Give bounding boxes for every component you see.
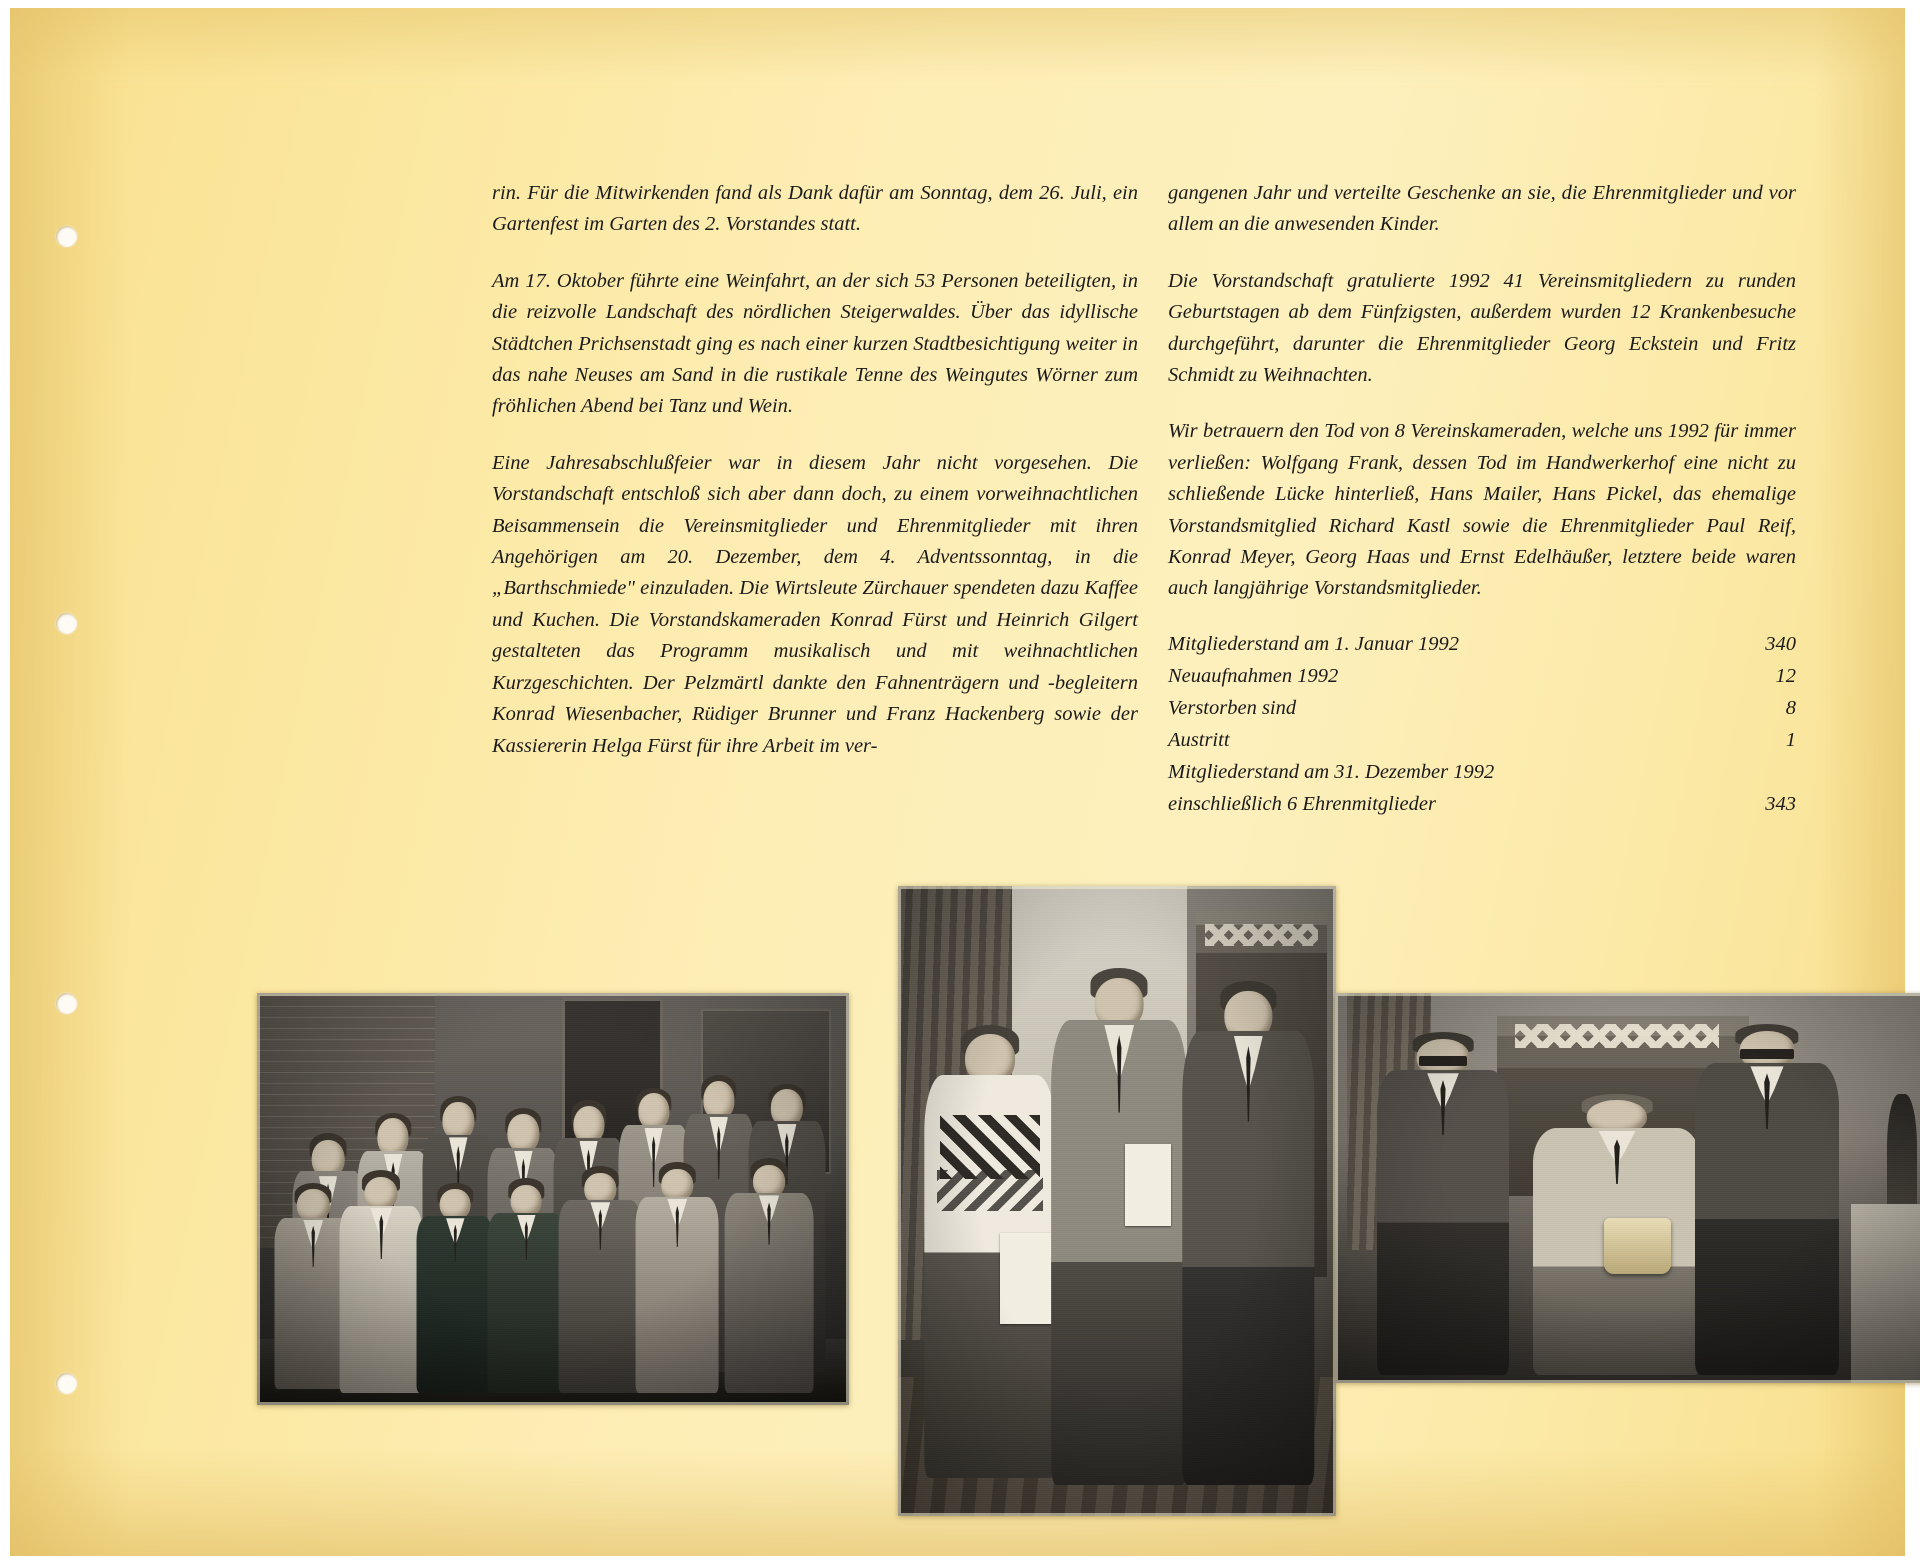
photo-scene <box>898 886 1336 1516</box>
statistics-row <box>1168 692 1796 724</box>
person <box>1695 1024 1839 1375</box>
statistics-label: Mitgliederstand am 31. Dezember 1992 <box>1168 761 1495 783</box>
punch-hole <box>56 613 77 634</box>
punch-hole <box>56 226 77 247</box>
statistics-value: 1 <box>1785 729 1796 751</box>
statistics-row <box>1168 660 1796 692</box>
statistics-row <box>1168 756 1796 788</box>
statistics-label: Austritt <box>1168 729 1230 751</box>
presentation-photo <box>1335 993 1920 1383</box>
statistics-row <box>1168 724 1796 756</box>
paragraph: Wir betrauern den Tod von 8 Vereinskameraden, welche uns 1992 für immer verließen: Wolfgang Frank, dessen Tod im Handwerkerhof eine nicht zu schließende Lücke hinterließ, Hans Mailer, Hans Pickel, das ehemalige Vorstandsmitglied Richard Kastl sowie die Ehrenmitglieder Paul Reif, Konrad Meyer, Georg Haas und Ernst Edelhäußer, letztere beide waren auch langjährige Vorstandsmitglieder. <box>1168 420 1796 600</box>
paper-sheet <box>10 8 1905 1556</box>
paragraph: Am 17. Oktober führte eine Weinfahrt, an der sich 53 Personen beteiligten, in die reizvolle Landschaft des nördlichen Steigerwaldes. Über das idyllische Städtchen Prichsenstadt ging es nach einer kurzen Stadtbesichtigung weiter in das nahe Neuses am Sand in die rustikale Tenne des Weingutes Wörner zum fröhlichen Abend bei Tanz und Wein. <box>492 269 1138 418</box>
statistics-label: Mitgliederstand am 1. Januar 1992 <box>1168 633 1459 655</box>
statistics-value: 12 <box>1775 665 1796 687</box>
statistics-value: 343 <box>1765 793 1796 815</box>
glasses-icon <box>1419 1056 1467 1066</box>
podium <box>1851 1204 1920 1383</box>
paragraph: rin. Für die Mitwirkenden fand als Dank dafür am Sonntag, dem 26. Juli, ein Gartenfest im Garten des 2. Vorstandes statt. <box>492 182 1138 236</box>
statistics-row <box>1168 788 1796 820</box>
statistics-label: einschließlich 6 Ehrenmitglieder <box>1168 793 1436 815</box>
award-photo <box>898 886 1336 1516</box>
person <box>1377 1032 1509 1375</box>
statistics-label: Verstorben sind <box>1168 697 1297 719</box>
person <box>924 1025 1055 1479</box>
paragraph: gangenen Jahr und verteilte Geschenke an sie, die Ehrenmitglieder und vor allem an die anwesenden Kinder. <box>1168 182 1796 236</box>
text-column-left <box>492 178 1138 762</box>
person <box>488 1178 565 1392</box>
photo-scene <box>1335 993 1920 1383</box>
statistics-value: 8 <box>1785 697 1796 719</box>
person <box>636 1162 719 1393</box>
certificate <box>1000 1233 1053 1324</box>
statistics-row <box>1168 628 1796 660</box>
text-column-right <box>1168 178 1796 605</box>
person <box>559 1166 642 1393</box>
person <box>1183 981 1314 1485</box>
decorative-trim <box>1515 1024 1719 1048</box>
statistics-value: 340 <box>1765 633 1796 655</box>
punch-hole <box>56 993 77 1014</box>
gift-basket <box>1604 1218 1671 1274</box>
person <box>1051 968 1187 1485</box>
paper-shading-top <box>10 8 1905 78</box>
statistics-label: Neuaufnahmen 1992 <box>1168 665 1339 687</box>
punch-hole <box>56 1373 77 1394</box>
paragraph: Die Vorstandschaft gratulierte 1992 41 Vereinsmitgliedern zu runden Geburtstagen ab dem Fünfzigsten, außerdem wurden 12 Krankenbesuche durchgeführt, darunter die Ehrenmitglieder Georg Eckstein und Fritz Schmidt zu Weihnachten. <box>1168 269 1796 387</box>
person <box>725 1158 814 1393</box>
certificate <box>1125 1144 1171 1227</box>
person <box>1533 1094 1701 1375</box>
membership-statistics <box>1168 628 1796 820</box>
paragraph: Eine Jahresabschlußfeier war in diesem Jahr nicht vorgesehen. Die Vorstandschaft entschloß sich aber dann doch, zu einem vorweihnachtlichen Beisammensein die Vereinsmitglieder und Ehrenmitglieder mit ihren Angehörigen am 20. Dezember, dem 4. Adventssonntag, in die „Barthschmiede" einzuladen. Die Wirtsleute Zürchauer spendeten dazu Kaffee und Kuchen. Die Vorstandskameraden Konrad Fürst und Heinrich Gilgert gestalteten das Programm musikalisch und mit weihnachtlichen Kurzgeschichten. Der Pelzmärtl dankte den Fahnenträgern und -begleitern Konrad Wiesenbacher, Rüdiger Brunner und Franz Hackenberg sowie der Kassiererin Helga Fürst für ihre Arbeit im ver- <box>492 451 1138 757</box>
group-photo <box>257 993 849 1405</box>
photo-scene <box>257 993 849 1405</box>
decorative-trim <box>1205 924 1319 946</box>
person <box>417 1183 494 1393</box>
person <box>340 1170 423 1392</box>
glasses-icon <box>1740 1049 1795 1060</box>
